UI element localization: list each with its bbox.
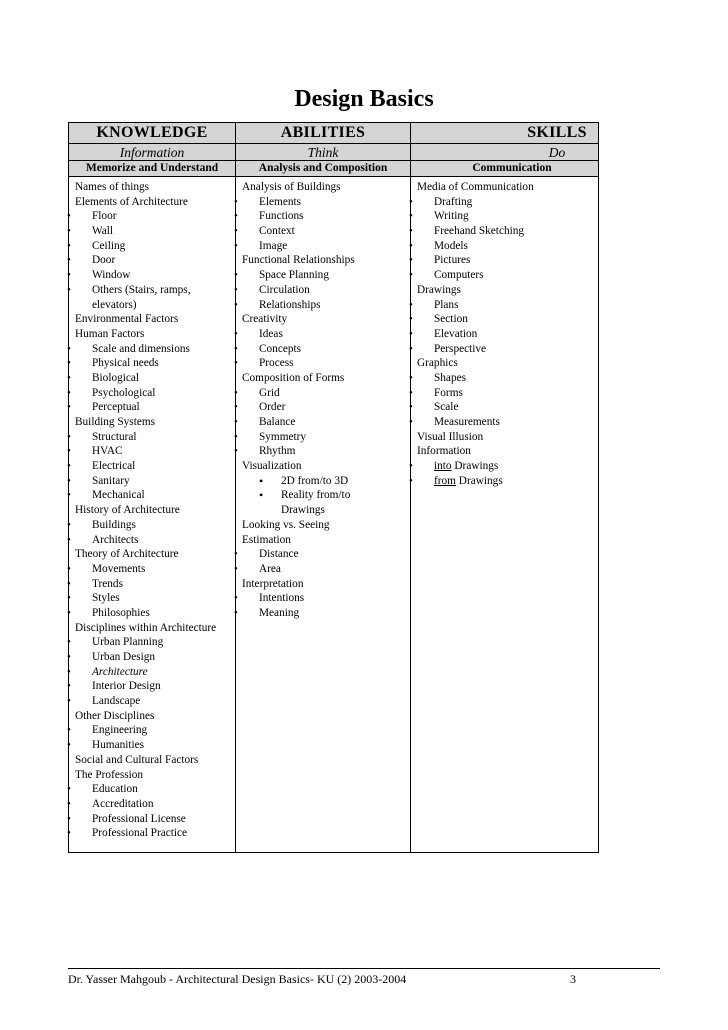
footer-text: Dr. Yasser Mahgoub - Architectural Design Basics- KU (2) 2003-2004 [68,972,407,986]
list-item [68,665,234,680]
bullet-icon: • [234,386,238,399]
bullet-icon: • [409,195,413,208]
list-item-text: Drafting [434,195,473,208]
list-item-text: Professional License [92,812,186,825]
bullet-icon: • [67,665,71,678]
list-item-text: Window [92,269,131,282]
list-item-text: Visualization [242,460,302,473]
list-item [235,268,409,283]
footer-divider [68,968,660,969]
list-item-text: Mechanical [92,489,145,502]
list-item [68,753,234,768]
list-item [410,327,596,342]
list-item-text: Engineering [92,724,148,737]
bullet-icon: • [67,797,71,810]
list-item [235,488,409,503]
list-item [235,283,409,298]
list-item [235,459,409,474]
bullet-icon: • [67,401,71,414]
list-item [68,209,234,224]
list-item [410,459,596,474]
bullet-icon: • [409,254,413,267]
list-item-text: Context [259,225,295,238]
bullet-icon: • [67,562,71,575]
list-item-text: Estimation [242,533,291,546]
list-item [410,180,596,195]
list-item-text-rest: Drawings [451,460,499,473]
bullet-icon: • [67,357,71,370]
list-item-text: Movements [92,562,146,575]
list-item-text: Distance [259,548,299,561]
bullet-icon: • [67,695,71,708]
bullet-icon: • [234,401,238,414]
list-item [235,430,409,445]
list-item-text: Social and Cultural Factors [75,753,199,766]
list-item-text: into [434,460,452,473]
list-item-text: Graphics [417,357,458,370]
list-item-text: Building Systems [75,416,156,428]
list-item-text: Wall [92,225,114,238]
list-item [235,606,409,621]
list-item-text: Section [434,313,468,326]
list-item-text: Accreditation [92,797,154,810]
list-item [410,474,596,489]
list-item [68,812,234,827]
list-item [235,386,409,401]
list-item [235,591,409,606]
list-item-text: Others (Stairs, ramps, [92,283,191,296]
bullet-icon: • [67,577,71,590]
list-item [68,782,234,797]
bullet-icon: • [234,210,238,223]
list-item [68,239,234,254]
list-item-text: The Profession [75,768,144,781]
list-item-text: Meaning [259,606,300,619]
list-item-text: Circulation [259,283,310,296]
list-item [410,312,596,327]
list-item-text: Psychological [92,386,156,399]
list-item [68,400,234,415]
list-item [410,430,596,445]
list-item [68,327,234,342]
list-item [410,371,596,386]
bullet-icon: • [234,269,238,282]
list-item [410,356,596,371]
list-item [235,518,409,533]
list-item-text: Names of things [75,181,150,193]
knowledge-subheading: Information [119,145,185,160]
knowledge-subsubheading: Memorize and Understand [85,162,219,174]
list-item-text: Philosophies [92,606,150,619]
list-item-text-rest: Drawings [455,474,503,487]
list-item [410,209,596,224]
list-item-text: Pictures [434,254,471,267]
list-item [68,253,234,268]
list-item [68,298,234,313]
list-item-text: Grid [259,386,280,399]
design-basics-table [68,122,599,853]
list-item [235,180,409,195]
list-item [410,298,596,313]
list-item [410,239,596,254]
list-item-text: Theory of Architecture [75,548,179,561]
list-item [410,400,596,415]
list-item [68,444,234,459]
bullet-icon: • [67,254,71,267]
list-item [235,298,409,313]
list-item-text: Trends [92,577,123,590]
list-item [68,386,234,401]
list-item-text: Human Factors [75,327,145,340]
bullet-icon: • [409,313,413,326]
bullet-icon: • [409,269,413,282]
list-item [235,342,409,357]
bullet-icon: • [67,533,71,546]
list-item-text: Concepts [259,342,302,355]
bullet-icon: • [67,827,71,840]
bullet-icon: • [67,386,71,399]
skills-heading: SKILLS [527,124,587,141]
list-item-text: Ceiling [92,239,126,252]
list-item [235,533,409,548]
bullet-icon: • [67,783,71,796]
list-item-text: Biological [92,371,140,384]
bullet-icon: • [234,548,238,561]
bullet-icon: • [67,225,71,238]
list-item-text: Looking vs. Seeing [242,518,330,531]
list-item-text: 2D from/to 3D [281,474,349,487]
list-item-text: Balance [259,416,296,428]
list-item-text: Functional Relationships [242,254,355,267]
list-item-text: Urban Design [92,651,156,663]
bullet-icon: • [409,342,413,355]
list-item-text: Drawings [417,283,461,296]
knowledge-heading: KNOWLEDGE [96,124,208,141]
list-item [235,547,409,562]
list-item-text: Electrical [92,460,136,473]
list-item [68,826,234,841]
bullet-icon: • [67,371,71,384]
list-item [235,562,409,577]
list-item-text: Rhythm [259,445,296,458]
list-item-text: Buildings [92,518,136,531]
bullet-icon: • [409,225,413,238]
list-item-text: History of Architecture [75,504,180,517]
list-item-text: Ideas [259,327,283,340]
skills-subheading: Do [548,145,566,160]
bullet-icon: • [234,195,238,208]
list-item [235,371,409,386]
list-item-text: Shapes [434,371,467,384]
list-item-text: Elements of Architecture [75,195,188,208]
list-item [235,474,409,489]
bullet-icon: • [67,210,71,223]
list-item-text: Drawings [281,504,325,517]
list-item [410,253,596,268]
list-item-text: Elements [259,195,302,208]
bullet-icon: • [234,327,238,340]
list-item [235,327,409,342]
abilities-column [235,180,409,621]
list-item-text: Floor [92,210,117,223]
bullet-icon: • [409,210,413,223]
list-item-text: Environmental Factors [75,313,179,326]
bullet-icon: • [234,430,238,443]
list-item [68,562,234,577]
list-item-text: Reality from/to [281,489,351,502]
bullet-icon: • [234,416,238,428]
list-item-text: Media of Communication [417,181,534,193]
list-item-text: Analysis of Buildings [242,181,341,193]
list-item [410,386,596,401]
list-item [68,268,234,283]
list-item [68,430,234,445]
bullet-icon: • [234,357,238,370]
list-item [68,694,234,709]
list-item-text: Relationships [259,298,321,311]
list-item-text: Process [259,357,294,370]
list-item [235,400,409,415]
bullet-icon: • [259,473,264,488]
list-item [68,180,234,195]
list-item [68,503,234,518]
bullet-icon: • [67,283,71,296]
list-item [68,533,234,548]
list-item-text: Area [259,562,281,575]
list-item [68,547,234,562]
list-item [68,709,234,724]
list-item-text: elevators) [92,298,137,311]
bullet-icon: • [67,739,71,752]
list-item-text: Functions [259,210,304,223]
list-item-text: Perspective [434,342,487,355]
bullet-icon: • [67,651,71,663]
bullet-icon: • [234,225,238,238]
bullet-icon: • [67,489,71,502]
list-item [68,415,234,430]
list-item-text: Elevation [434,327,478,340]
list-item [235,503,409,518]
bullet-icon: • [67,812,71,825]
list-item [68,312,234,327]
page-number: 3 [570,972,576,986]
list-item-text: Visual Illusion [417,430,484,443]
list-item [410,224,596,239]
list-item [235,577,409,592]
list-item-text: Education [92,783,138,796]
list-item-text: Measurements [434,416,500,428]
skills-subsubheading: Communication [472,162,552,174]
bullet-icon: • [409,416,413,428]
list-item [68,650,234,665]
list-item [68,224,234,239]
abilities-subheading: Think [307,145,339,160]
bullet-icon: • [67,269,71,282]
list-item [68,356,234,371]
bullet-icon: • [234,606,238,619]
bullet-icon: • [409,401,413,414]
list-item-text: Forms [434,386,463,399]
list-item-text: Space Planning [259,269,329,282]
list-item-text: Scale [434,401,459,414]
bullet-icon: • [234,562,238,575]
list-item-text: Symmetry [259,430,307,443]
bullet-icon: • [67,445,71,458]
list-item-text: Door [92,254,116,267]
bullet-icon: • [67,430,71,443]
list-item [68,797,234,812]
bullet-icon: • [67,592,71,605]
list-item-text: Humanities [92,739,145,752]
list-item [68,679,234,694]
list-item-text: Image [259,239,288,252]
list-item [68,488,234,503]
bullet-icon: • [234,298,238,311]
list-item [68,621,234,636]
page-title: Design Basics [294,86,434,112]
bullet-icon: • [234,239,238,252]
list-item [68,342,234,357]
divider [69,176,598,177]
list-item [410,444,596,459]
list-item-text: Landscape [92,695,141,708]
bullet-icon: • [409,386,413,399]
list-item [410,268,596,283]
list-item [68,371,234,386]
list-item-text: Creativity [242,313,288,326]
list-item [68,577,234,592]
list-item-text: Information [417,445,471,458]
list-item [68,723,234,738]
bullet-icon: • [67,724,71,737]
list-item [235,195,409,210]
bullet-icon: • [234,445,238,458]
list-item [68,459,234,474]
list-item-text: Scale and dimensions [92,342,190,355]
abilities-heading: ABILITIES [280,124,366,141]
list-item-text: HVAC [92,445,123,458]
list-item [235,356,409,371]
bullet-icon: • [409,460,413,473]
bullet-icon: • [67,518,71,531]
list-item-text: Intentions [259,592,305,605]
bullet-icon: • [234,342,238,355]
list-item-text: Freehand Sketching [434,225,525,238]
list-item [68,195,234,210]
list-item [68,738,234,753]
bullet-icon: • [67,680,71,693]
list-item [235,209,409,224]
list-item-text: Architects [92,533,139,546]
bullet-icon: • [409,239,413,252]
list-item-text: Disciplines within Architecture [75,621,217,634]
list-item-text: Models [434,239,468,252]
list-item [410,195,596,210]
bullet-icon: • [67,606,71,619]
list-item [235,312,409,327]
list-item-text: Urban Planning [92,636,164,649]
divider [69,143,598,144]
list-item [68,283,234,298]
list-item-text: Writing [434,210,469,223]
bullet-icon: • [409,327,413,340]
list-item-text: Other Disciplines [75,709,155,722]
list-item-text: Structural [92,430,137,443]
list-item-text: Order [259,401,286,414]
knowledge-column [68,180,234,841]
list-item-text: Sanitary [92,474,130,487]
list-item [68,768,234,783]
bullet-icon: • [67,460,71,473]
bullet-icon: • [234,592,238,605]
skills-column [410,180,596,488]
list-item-text: Composition of Forms [242,371,345,384]
list-item-text: Architecture [92,665,148,678]
list-item [68,518,234,533]
list-item [68,591,234,606]
list-item-text: Computers [434,269,484,282]
list-item [68,474,234,489]
list-item [235,444,409,459]
bullet-icon: • [67,239,71,252]
list-item [410,415,596,430]
list-item-text: Styles [92,592,120,605]
abilities-subsubheading: Analysis and Composition [258,162,388,174]
list-item [235,224,409,239]
bullet-icon: • [259,488,264,503]
list-item-text: from [434,474,456,487]
bullet-icon: • [67,636,71,649]
list-item-text: Professional Practice [92,827,188,840]
list-item [410,342,596,357]
bullet-icon: • [67,342,71,355]
list-item-text: Physical needs [92,357,159,370]
bullet-icon: • [67,474,71,487]
bullet-icon: • [409,474,413,487]
bullet-icon: • [409,298,413,311]
bullet-icon: • [234,283,238,296]
list-item [410,283,596,298]
list-item-text: Plans [434,298,459,311]
list-item-text: Perceptual [92,401,140,414]
bullet-icon: • [409,371,413,384]
list-item [235,239,409,254]
list-item [68,606,234,621]
list-item [235,253,409,268]
list-item [235,415,409,430]
list-item-text: Interpretation [242,577,304,590]
list-item-text: Interior Design [92,680,161,693]
list-item [68,635,234,650]
